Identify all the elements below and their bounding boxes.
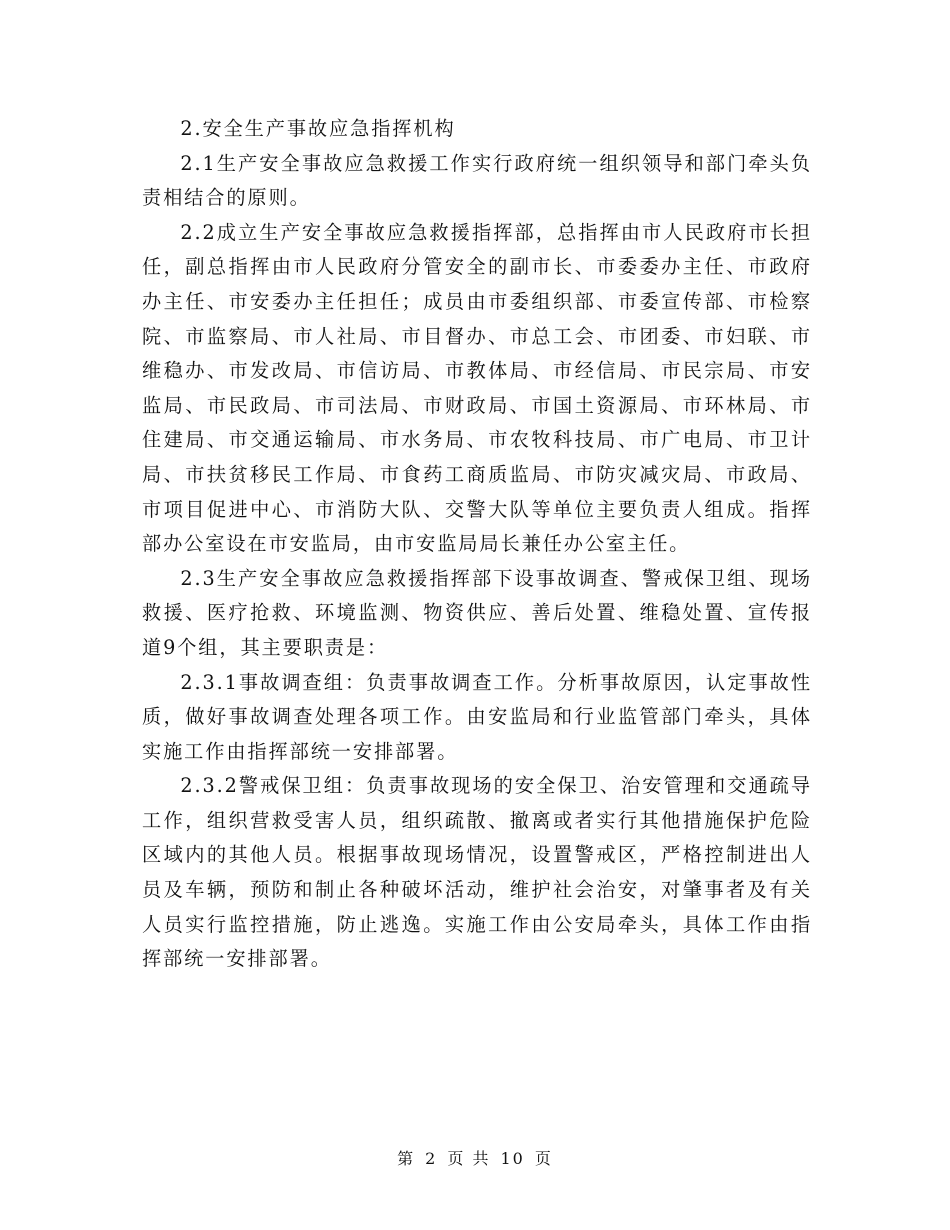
footer-suffix: 页: [534, 1149, 553, 1168]
footer-total-pages: 10: [500, 1149, 525, 1168]
footer-middle: 页 共: [447, 1149, 491, 1168]
paragraph-2-1: 2.1生产安全事故应急救援工作实行政府统一组织领导和部门牵头负责相结合的原则。: [142, 151, 812, 210]
document-body: [142, 112, 812, 977]
footer-page-number: 2: [425, 1149, 438, 1168]
section-heading: 2.安全生产事故应急指挥机构: [180, 117, 456, 140]
paragraph-2-3: 2.3生产安全事故应急救援指挥部下设事故调查、警戒保卫组、现场救援、医疗抢救、环境监测、物资供应、善后处置、维稳处置、宣传报道9个组，其主要职责是：: [142, 566, 812, 659]
page-footer: [0, 1146, 950, 1169]
paragraph-2-3-1: 2.3.1事故调查组：负责事故调查工作。分析事故原因，认定事故性质，做好事故调查处理各项工作。由安监局和行业监管部门牵头，具体实施工作由指挥部统一安排部署。: [142, 670, 812, 763]
paragraph-2-3-2: 2.3.2警戒保卫组：负责事故现场的安全保卫、治安管理和交通疏导工作，组织营救受害人员，组织疏散、撤离或者实行其他措施保护危险区域内的其他人员。根据事故现场情况，设置警戒区，严格控制进出人员及车辆，预防和制止各种破坏活动，维护社会治安，对肇事者及有关人员实行监控措施，防止逃逸。实施工作由公安局牵头，具体工作由指挥部统一安排部署。: [142, 774, 812, 971]
footer-prefix: 第: [397, 1149, 416, 1168]
paragraph-2-2: 2.2成立生产安全事故应急救援指挥部，总指挥由市人民政府市长担任，副总指挥由市人民政府分管安全的副市长、市委委办主任、市政府办主任、市安委办主任担任；成员由市委组织部、市委宣传部、市检察院、市监察局、市人社局、市目督办、市总工会、市团委、市妇联、市维稳办、市发改局、市信访局、市教体局、市经信局、市民宗局、市安监局、市民政局、市司法局、市财政局、市国土资源局、市环林局、市住建局、市交通运输局、市水务局、市农牧科技局、市广电局、市卫计局、市扶贫移民工作局、市食药工商质监局、市防灾减灾局、市政局、市项目促进中心、市消防大队、交警大队等单位主要负责人组成。指挥部办公室设在市安监局，由市安监局局长兼任办公室主任。: [142, 220, 812, 556]
